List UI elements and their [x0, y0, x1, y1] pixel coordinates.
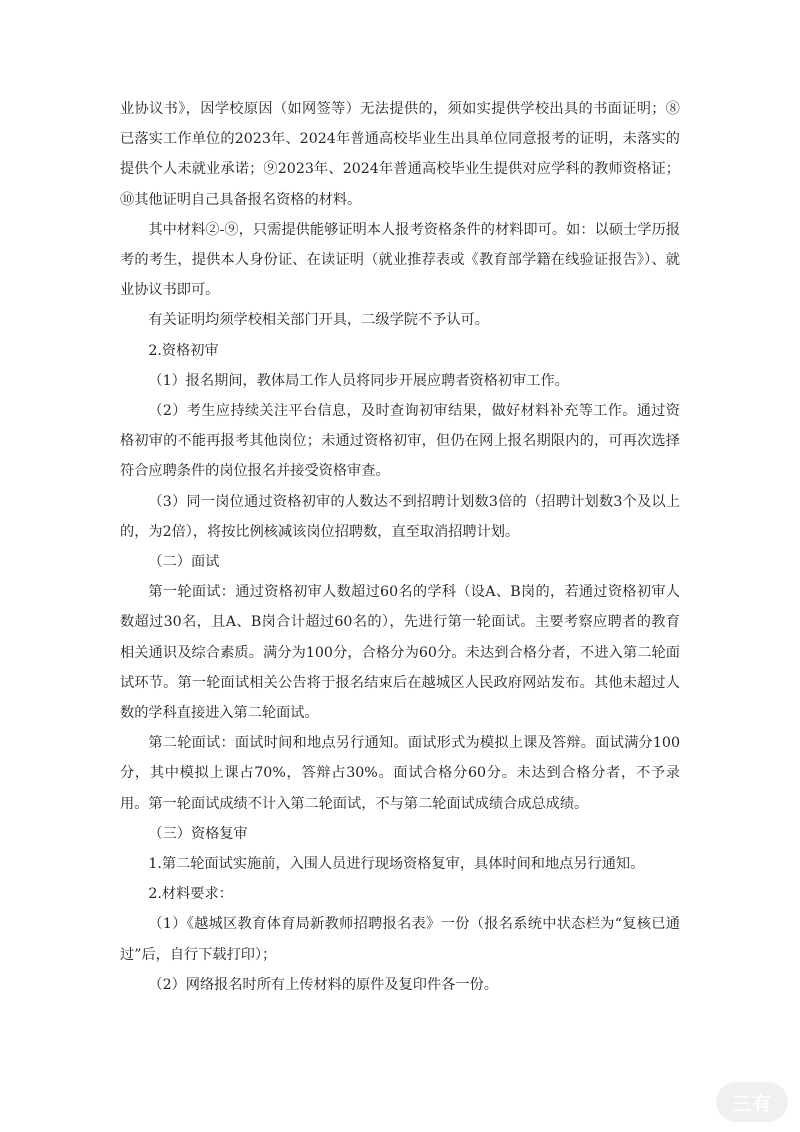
- paragraph-materials-note: 其中材料②-⑨，只需提供能够证明本人报考资格条件的材料即可。如：以硕士学历报考的考生，提供本人身份证、在读证明（就业推荐表或《教育部学籍在线验证报告》）、就业协议书即可。: [120, 221, 680, 299]
- paragraph-review-item-1: （1）报名期间，教体局工作人员将同步开展应聘者资格初审工作。: [148, 372, 569, 389]
- document-body: [120, 94, 680, 1000]
- paragraph-review-item-3: （3）同一岗位通过资格初审的人数达不到招聘计划数3倍的（招聘计划数3个及以上的，为2倍），将按比例核减该岗位招聘数，直至取消招聘计划。: [120, 493, 680, 540]
- heading-interview: （二）面试: [148, 554, 220, 571]
- paragraph-re-exam-item-1: 1.第二轮面试实施前，入围人员进行现场资格复审，具体时间和地点另行通知。: [148, 856, 645, 873]
- heading-preliminary-review: 2.资格初审: [148, 342, 219, 359]
- paragraph-first-interview: 第一轮面试：通过资格初审人数超过60名的学科（设A、B岗的，若通过资格初审人数超过30名，且A、B岗合计超过60名的），先进行第一轮面试。主要考察应聘者的教育相关通识及综合素质。满分为100分，合格分为60分。未达到合格分者，不进入第二轮面试环节。第一轮面试相关公告将于报名结束后在越城区人民政府网站发布。其他未超过人数的学科直接进入第二轮面试。: [120, 584, 680, 722]
- heading-re-examination: （三）资格复审: [148, 825, 248, 842]
- paragraph-certificate-note: 有关证明均须学校相关部门开具，二级学院不予认可。: [148, 312, 489, 329]
- watermark-logo: 三有: [716, 1082, 788, 1122]
- paragraph-material-req-1: （1）《越城区教育体育局新教师招聘报名表》一份（报名系统中状态栏为“复核已通过”后，自行下载打印）；: [120, 916, 680, 963]
- paragraph-material-req-2: （2）网络报名时所有上传材料的原件及复印件各一份。: [148, 976, 498, 993]
- paragraph-second-interview: 第二轮面试：面试时间和地点另行通知。面试形式为模拟上课及答辩。面试满分100分，其中模拟上课占70%，答辩占30%。面试合格分60分。未达到合格分者，不予录用。第一轮面试成绩不计入第二轮面试，不与第二轮面试成绩合成总成绩。: [120, 735, 680, 812]
- paragraph-materials-list: 业协议书》，因学校原因（如网签等）无法提供的，须如实提供学校出具的书面证明；⑧已落实工作单位的2023年、2024年普通高校毕业生出具单位同意报考的证明，未落实的提供个人未就业承诺；⑨2023年、2024年普通高校毕业生提供对应学科的教师资格证；⑩其他证明自己具备报名资格的材料。: [120, 101, 680, 208]
- paragraph-re-exam-item-2: 2.材料要求：: [148, 886, 233, 903]
- paragraph-review-item-2: （2）考生应持续关注平台信息，及时查询初审结果，做好材料补充等工作。通过资格初审的不能再报考其他岗位；未通过资格初审，但仍在网上报名期限内的，可再次选择符合应聘条件的岗位报名并接受资格审查。: [120, 403, 680, 480]
